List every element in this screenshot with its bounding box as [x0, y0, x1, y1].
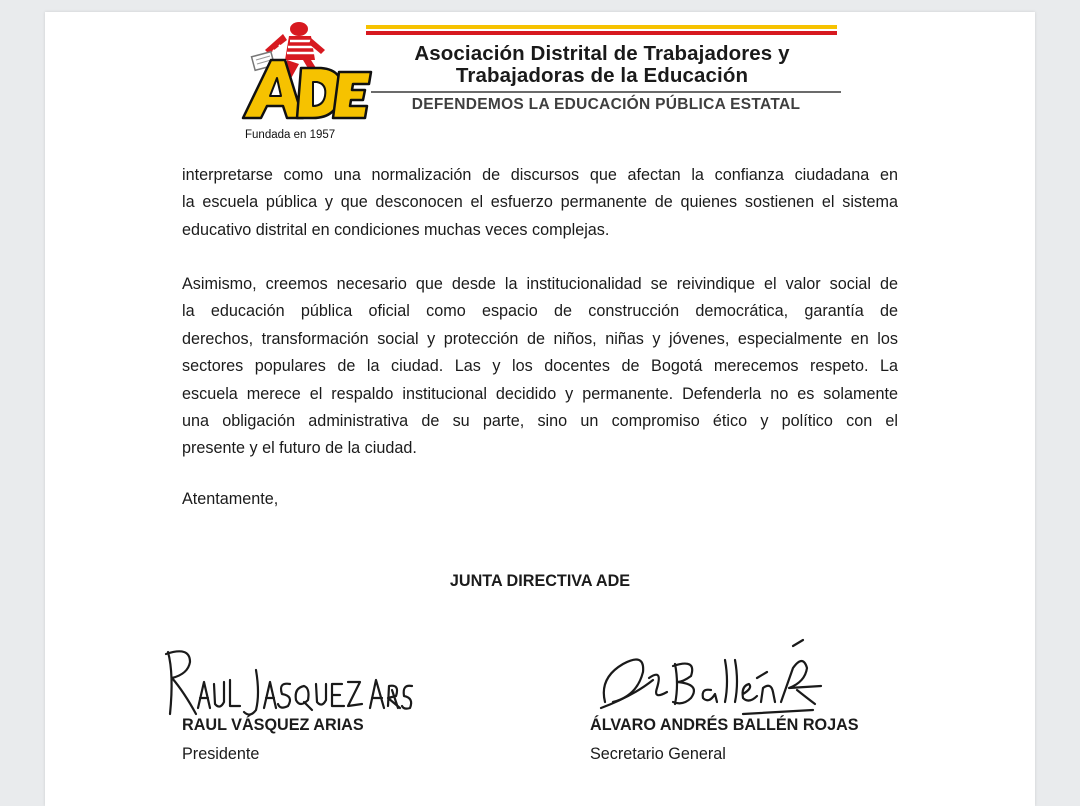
- paragraph-line: sectores populares de la ciudad. Las y los docentes de Bogotá merecemos respeto. La: [182, 357, 898, 376]
- signer-name-president: RAUL VÁSQUEZ ARIAS: [182, 716, 364, 734]
- paragraph-2: [182, 271, 898, 463]
- organization-slogan: DEFENDEMOS LA EDUCACIÓN PÚBLICA ESTATAL: [411, 96, 801, 113]
- signature-left-image: [160, 644, 418, 724]
- letterhead-red-stripe: [366, 31, 837, 35]
- board-title: JUNTA DIRECTIVA ADE: [449, 572, 631, 590]
- signature-right-image: [593, 638, 825, 720]
- closing-salutation: Atentamente,: [182, 490, 279, 508]
- organization-name-line1: Asociación Distrital de Trabajadores y: [414, 42, 790, 65]
- signer-name-secretary: ÁLVARO ANDRÉS BALLÉN ROJAS: [590, 716, 859, 734]
- paragraph-line: interpretarse como una normalización de discursos que afectan la confianza ciudadana en: [182, 166, 898, 184]
- ade-logo: [241, 20, 373, 146]
- paragraph-line: Asimismo, creemos necesario que desde la institucionalidad se reivindique el valor social de: [182, 275, 898, 293]
- letter-page: [45, 12, 1035, 806]
- ade-logo-graphic: [241, 20, 373, 132]
- paragraph-line: educativo distrital en condiciones muchas veces complejas.: [182, 220, 610, 239]
- paragraph-line: escuela merece el respaldo institucional decidido y permanente. Defenderla no es solamente: [182, 384, 898, 403]
- slogan-divider: [371, 91, 841, 93]
- signer-role-secretary: Secretario General: [590, 745, 726, 763]
- paragraph-1: [182, 162, 898, 244]
- paragraph-line: la escuela pública y que desconocen el esfuerzo permanente de quienes sostienen el sistema: [182, 193, 898, 212]
- paragraph-line: una obligación administrativa de su parte, sino un compromiso ético y político con el: [182, 412, 898, 431]
- paragraph-line: derechos, transformación social y protección de niños, niñas y jóvenes, especialmente en los: [182, 329, 898, 348]
- organization-name-line2: Trabajadoras de la Educación: [455, 64, 749, 87]
- signer-role-president: Presidente: [182, 745, 260, 763]
- paragraph-line: la educación pública oficial como espacio de construcción democrática, garantía de: [182, 302, 898, 321]
- organization-name: [357, 43, 847, 87]
- paragraph-line: presente y el futuro de la ciudad.: [182, 439, 417, 458]
- letterhead-yellow-stripe: [366, 25, 837, 29]
- founded-caption: Fundada en 1957: [245, 129, 336, 141]
